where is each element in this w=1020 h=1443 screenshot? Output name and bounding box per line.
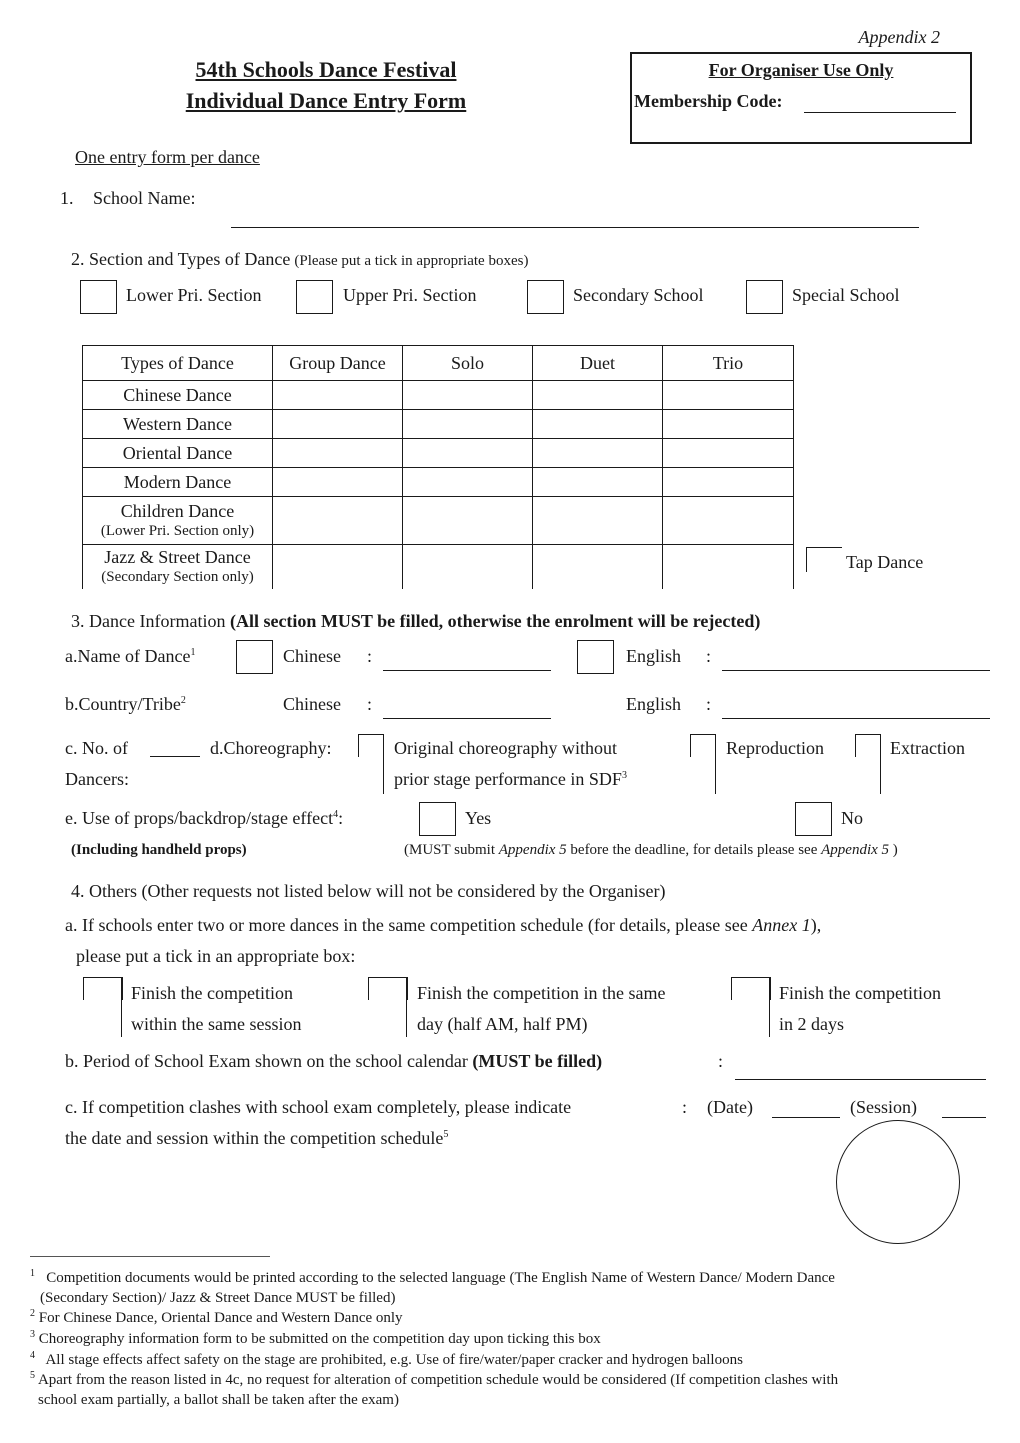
intro-note: One entry form per dance [75, 147, 260, 167]
dance-name: Western Dance [83, 410, 273, 439]
section4-b-text: b. Period of School Exam shown on the school calendar [65, 1051, 468, 1071]
tick-cell[interactable] [273, 410, 403, 439]
props-colon: : [338, 808, 344, 828]
checkbox-name-english[interactable] [577, 640, 614, 674]
no-of-dancers-label: c. No. of [65, 738, 128, 758]
checkbox-lower-pri[interactable] [80, 280, 117, 314]
dance-name: Jazz & Street Dance [104, 547, 251, 568]
country-chinese-field[interactable] [383, 718, 551, 719]
organiser-box [630, 52, 972, 144]
school-chop-circle [836, 1120, 960, 1244]
tick-cell[interactable] [663, 497, 794, 545]
choreo-reproduction-label: Reproduction [726, 738, 824, 758]
colon: : [706, 646, 712, 666]
country-tribe-label-row [65, 694, 186, 715]
tick-cell[interactable] [403, 381, 533, 410]
form-subtitle: Individual Dance Entry Form [185, 88, 467, 113]
footnote-num: 1 [30, 1268, 35, 1279]
tick-cell[interactable] [533, 545, 663, 589]
section4-b-required: (MUST be filled) [472, 1051, 603, 1071]
tick-cell[interactable] [533, 497, 663, 545]
section4-c-text-2-row [65, 1128, 448, 1149]
appendix-note-pre: (MUST submit [404, 842, 495, 858]
table-row [83, 545, 794, 589]
props-label: e. Use of props/backdrop/stage effect [65, 808, 334, 828]
tick-cell[interactable] [403, 410, 533, 439]
checkbox-props-yes[interactable] [419, 802, 456, 836]
colon: : [367, 694, 373, 714]
dance-type-table [82, 345, 794, 589]
option-same-day-1: Finish the competition in the same [417, 983, 666, 1003]
props-note: (Including handheld props) [71, 842, 247, 858]
option-two-days-2: in 2 days [779, 1014, 844, 1034]
appendix-note [404, 842, 898, 859]
tick-cell[interactable] [273, 545, 403, 589]
date-label: (Date) [707, 1097, 753, 1117]
membership-code-field[interactable] [804, 112, 956, 113]
checkbox-tap-dance[interactable] [806, 547, 842, 572]
table-row [83, 497, 794, 545]
divider [880, 734, 881, 794]
table-header-row [83, 346, 794, 381]
header-types-of-dance: Types of Dance [83, 346, 273, 381]
footnote-num: 4 [30, 1350, 35, 1361]
option-same-session-1: Finish the competition [131, 983, 293, 1003]
colon: : [706, 694, 712, 714]
table-row [83, 410, 794, 439]
school-name-field[interactable] [231, 227, 919, 228]
form-title: 54th Schools Dance Festival [195, 57, 457, 82]
colon: : [682, 1097, 688, 1117]
country-english-field[interactable] [722, 718, 990, 719]
tick-cell[interactable] [273, 439, 403, 468]
tick-cell[interactable] [533, 410, 663, 439]
name-english-field[interactable] [722, 670, 990, 671]
section1-number: 1. [60, 188, 74, 208]
footnote-num: 5 [30, 1370, 35, 1381]
checkbox-props-no[interactable] [795, 802, 832, 836]
session-field[interactable] [942, 1117, 986, 1118]
name-chinese-field[interactable] [383, 670, 551, 671]
organiser-box-title: For Organiser Use Only [708, 60, 894, 80]
tick-cell[interactable] [403, 468, 533, 497]
tick-cell[interactable] [273, 497, 403, 545]
checkbox-two-days[interactable] [731, 977, 771, 1000]
tick-cell[interactable] [273, 381, 403, 410]
props-no-label: No [841, 808, 863, 828]
checkbox-same-day[interactable] [368, 977, 408, 1000]
dance-note: (Secondary Section only) [101, 569, 254, 586]
footnote-1 [30, 1264, 835, 1308]
checkbox-choreo-original[interactable] [358, 734, 384, 757]
props-label-row [65, 808, 343, 829]
section-option-secondary: Secondary School [573, 285, 704, 305]
tap-dance-label: Tap Dance [846, 552, 924, 572]
colon: : [367, 646, 373, 666]
section4-a-text: a. If schools enter two or more dances in the same competition schedule (for details, please see [65, 915, 748, 935]
section-option-upper-pri: Upper Pri. Section [343, 285, 477, 305]
tick-cell[interactable] [663, 410, 794, 439]
country-tribe-label: b.Country/Tribe [65, 694, 181, 714]
dance-note: (Lower Pri. Section only) [100, 523, 255, 539]
header-trio: Trio [663, 346, 794, 381]
tick-cell[interactable] [533, 439, 663, 468]
section4-c-text-2: the date and session within the competition schedule [65, 1128, 444, 1148]
dance-name: Modern Dance [83, 468, 273, 497]
appendix-note-ref: Appendix 5 [821, 842, 890, 858]
header-solo: Solo [403, 346, 533, 381]
appendix-note-mid: before the deadline, for details please see [570, 842, 818, 858]
tick-cell[interactable] [273, 468, 403, 497]
footnote-text: All stage effects affect safety on the stage are prohibited, e.g. Use of fire/water/paper cracker and hydrogen balloons [45, 1352, 743, 1368]
section4-heading: 4. Others (Other requests not listed below will not be considered by the Organiser) [71, 881, 666, 901]
section4-a-row [65, 915, 821, 936]
checkbox-same-session[interactable] [83, 977, 123, 1000]
dance-name-cell [83, 545, 273, 589]
no-of-dancers-label-2: Dancers: [65, 769, 129, 789]
checkbox-choreo-reproduction[interactable] [690, 734, 716, 757]
english-label: English [626, 646, 682, 666]
tick-cell[interactable] [663, 381, 794, 410]
membership-code-label: Membership Code: [634, 91, 783, 111]
footnote-text-2: school exam partially, a ballot shall be taken after the exam) [38, 1392, 399, 1408]
table-row [83, 439, 794, 468]
choreo-original-label-2: prior stage performance in SDF [394, 769, 622, 789]
footnote-ref: 3 [621, 770, 627, 781]
appendix-note-post: ) [892, 842, 898, 858]
chinese-label: Chinese [283, 646, 341, 666]
section2-hint: (Please put a tick in appropriate boxes) [294, 253, 529, 269]
section2-heading-row [71, 249, 528, 270]
divider [406, 977, 407, 1037]
option-two-days-1: Finish the competition [779, 983, 941, 1003]
section4-b-row [65, 1051, 602, 1072]
footnote-ref: 2 [180, 695, 186, 706]
footnote-num: 2 [30, 1308, 35, 1319]
choreo-original-label-2-row [394, 769, 627, 790]
footnote-ref: 5 [443, 1129, 449, 1140]
appendix-note-ref: Appendix 5 [498, 842, 567, 858]
footnote-5 [30, 1366, 838, 1410]
tick-cell[interactable] [403, 497, 533, 545]
divider [383, 734, 384, 794]
footnote-text: Competition documents would be printed according to the selected language (The English Name of Western Dance/ Modern Dance [46, 1270, 835, 1286]
table-row [83, 381, 794, 410]
divider [715, 734, 716, 794]
chinese-label: Chinese [283, 694, 341, 714]
dance-name: Children Dance [120, 501, 235, 521]
checkbox-secondary[interactable] [527, 280, 564, 314]
header-duet: Duet [533, 346, 663, 381]
exam-period-field[interactable] [735, 1079, 986, 1080]
option-same-day-2: day (half AM, half PM) [417, 1014, 588, 1034]
name-of-dance-label-row [65, 646, 195, 667]
footnote-text-2: (Secondary Section)/ Jazz & Street Dance MUST be filled) [40, 1290, 396, 1306]
section3-heading-row [71, 611, 760, 632]
tick-cell[interactable] [533, 381, 663, 410]
checkbox-choreo-extraction[interactable] [855, 734, 881, 757]
tick-cell[interactable] [403, 545, 533, 589]
session-label: (Session) [850, 1097, 917, 1117]
header-group-dance: Group Dance [273, 346, 403, 381]
choreo-extraction-label: Extraction [890, 738, 965, 758]
table-row [83, 468, 794, 497]
section4-c-text: c. If competition clashes with school exam completely, please indicate [65, 1097, 572, 1117]
checkbox-upper-pri[interactable] [296, 280, 333, 314]
footnote-separator [30, 1256, 270, 1257]
appendix-label: Appendix 2 [858, 27, 940, 47]
no-of-dancers-field[interactable] [150, 756, 200, 757]
checkbox-name-chinese[interactable] [236, 640, 273, 674]
section3-heading: 3. Dance Information [71, 611, 226, 631]
footnote-ref: 1 [190, 647, 196, 658]
checkbox-special[interactable] [746, 280, 783, 314]
choreo-original-label: Original choreography without [394, 738, 617, 758]
english-label: English [626, 694, 682, 714]
tick-cell[interactable] [663, 468, 794, 497]
footnote-text: For Chinese Dance, Oriental Dance and Western Dance only [38, 1310, 403, 1326]
tick-cell[interactable] [533, 468, 663, 497]
footnote-text: Choreography information form to be submitted on the competition day upon ticking this box [38, 1331, 601, 1347]
choreography-label: d.Choreography: [210, 738, 332, 758]
name-of-dance-label: a.Name of Dance [65, 646, 191, 666]
school-name-label: School Name: [93, 188, 196, 208]
section3-warning: (All section MUST be filled, otherwise the enrolment will be rejected) [229, 611, 761, 631]
dance-name-cell [83, 497, 273, 545]
tick-cell[interactable] [403, 439, 533, 468]
footnote-ref: 4 [333, 809, 339, 820]
dance-name: Oriental Dance [83, 439, 273, 468]
tick-cell[interactable] [663, 545, 794, 589]
dance-name: Chinese Dance [83, 381, 273, 410]
section-option-special: Special School [792, 285, 900, 305]
date-field[interactable] [772, 1117, 840, 1118]
section4-a-text-post: ), [810, 915, 822, 935]
footnote-text: Apart from the reason listed in 4c, no request for alteration of competition schedule would be considered (If competition clashes with [37, 1372, 839, 1388]
section2-heading: 2. Section and Types of Dance [71, 249, 291, 269]
divider [769, 977, 770, 1037]
tick-cell[interactable] [663, 439, 794, 468]
section-option-lower-pri: Lower Pri. Section [126, 285, 262, 305]
option-same-session-2: within the same session [131, 1014, 302, 1034]
section4-a-text-2: please put a tick in an appropriate box: [76, 946, 356, 966]
props-yes-label: Yes [465, 808, 492, 828]
divider [121, 977, 122, 1037]
colon: : [718, 1051, 724, 1071]
footnote-num: 3 [30, 1329, 35, 1340]
annex-ref: Annex 1 [752, 915, 811, 935]
